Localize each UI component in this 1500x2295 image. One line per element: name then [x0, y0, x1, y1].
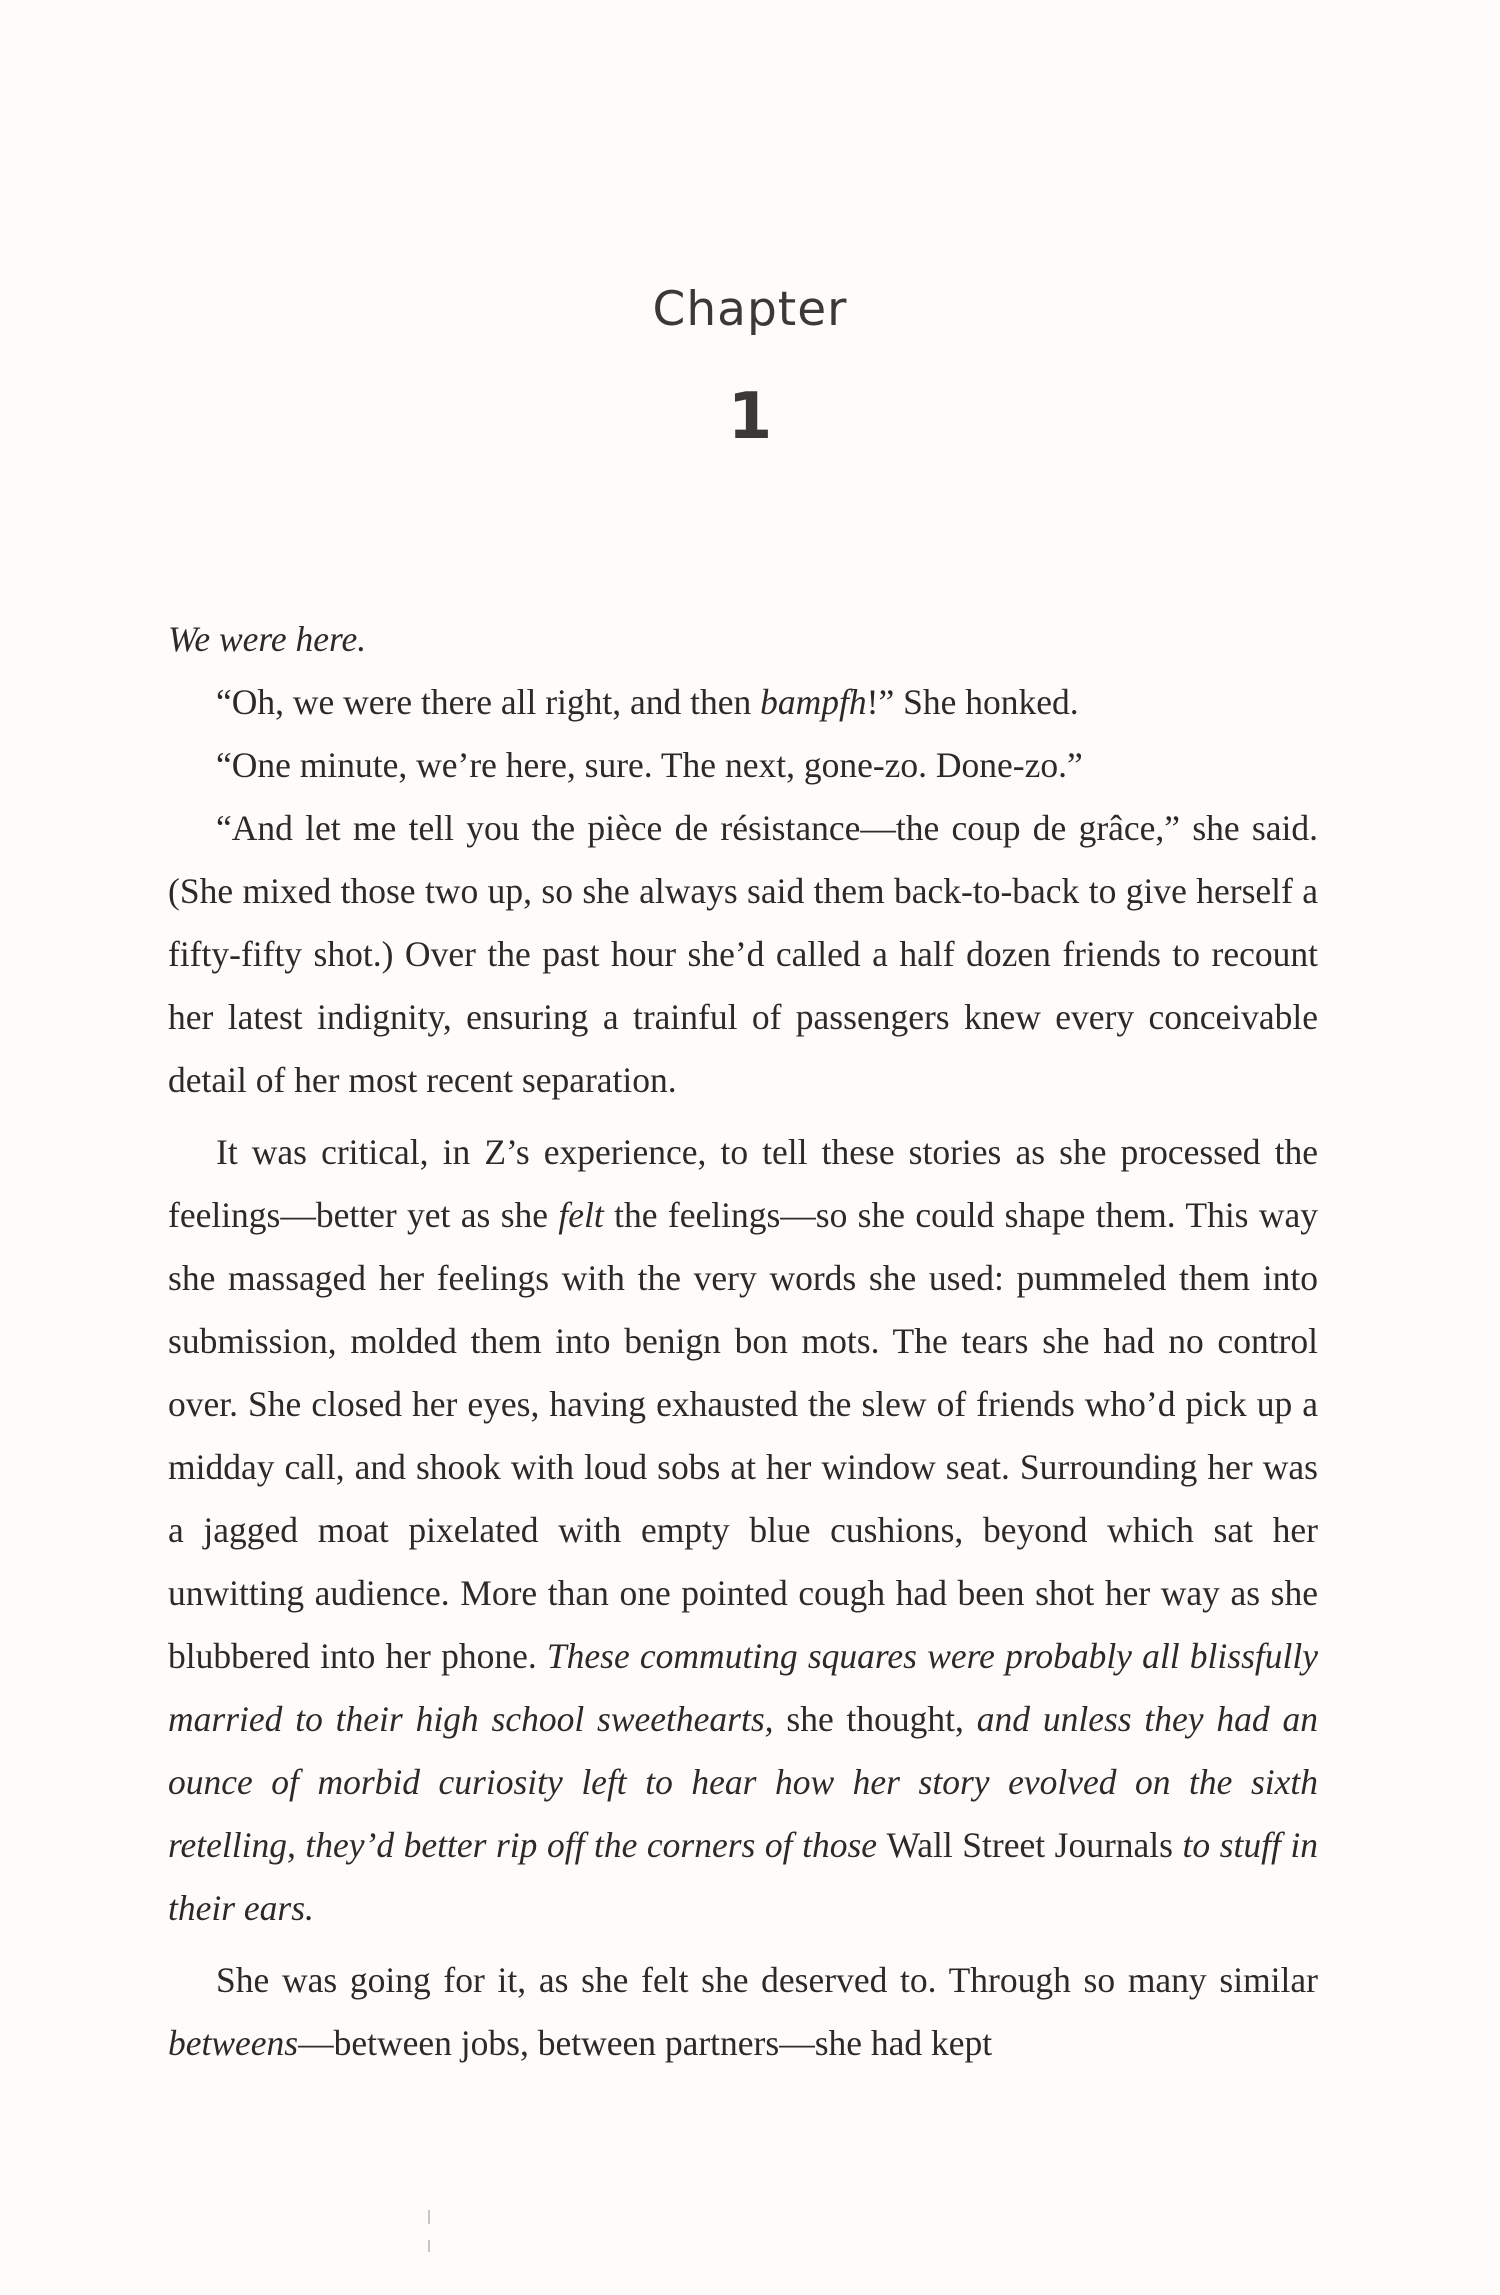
- text-run: “And let me tell you the pièce de résistance—the coup de grâce,” she said. (She mixed those two up, so she always said them back-to-back to give herself a fifty-fifty shot.) Over the past hour she’d called a half dozen friends to recount her latest indignity, ensuring a trainful of passengers knew every conceivable detail of her most recent separation.: [168, 808, 1318, 1100]
- italic-text-run: These commuting squares were probably all blissfully married to their high school sweethearts,: [168, 1636, 1318, 1739]
- text-run: !” She honked.: [866, 682, 1079, 722]
- text-run: She was going for it, as she felt she deserved to. Through so many similar: [216, 1960, 1318, 2000]
- italic-text-run: betweens: [168, 2023, 299, 2063]
- chapter-number: 1: [727, 380, 773, 454]
- chapter-body-text: [168, 608, 1318, 2075]
- text-run: —between jobs, between partners—she had kept: [298, 2023, 993, 2063]
- paragraph: [168, 671, 1318, 734]
- italic-text-run: and unless they had an ounce of morbid curiosity left to hear how her story evolved on the sixth retelling, they’d better rip off the corners of those: [168, 1699, 1318, 1865]
- paragraph: [168, 1121, 1318, 1940]
- paragraph: [168, 1949, 1318, 2075]
- italic-text-run: bampfh: [760, 682, 867, 722]
- italic-text-run: to stuff in their ears.: [168, 1825, 1318, 1928]
- text-run: It was critical, in Z’s experience, to tell these stories as she processed the feelings—better yet as she: [168, 1132, 1318, 1235]
- scan-mark: [428, 2210, 430, 2224]
- chapter-heading: Chapter: [652, 282, 848, 337]
- text-run: she thought,: [773, 1699, 977, 1739]
- text-run: “Oh, we were there all right, and then: [216, 682, 761, 722]
- scan-mark: [428, 2240, 430, 2252]
- text-run: “One minute, we’re here, sure. The next, gone-zo. Done-zo.”: [216, 745, 1083, 785]
- paragraph: [168, 797, 1318, 1112]
- text-run: Wall Street Journals: [886, 1825, 1173, 1865]
- italic-text-run: We were here.: [168, 619, 367, 659]
- paragraph: [168, 734, 1318, 797]
- paragraph: [168, 608, 1318, 671]
- text-run: the feelings—so she could shape them. This way she massaged her feelings with the very words she used: pummeled them into submission, molded them into benign bon mots. The tears she had no control over. She closed her eyes, having exhausted the slew of friends who’d pick up a midday call, and shook with loud sobs at her window seat. Surrounding her was a jagged moat pixelated with empty blue cushions, beyond which sat her unwitting audience. More than one pointed cough had been shot her way as she blubbered into her phone.: [168, 1195, 1319, 1676]
- italic-text-run: felt: [558, 1195, 604, 1235]
